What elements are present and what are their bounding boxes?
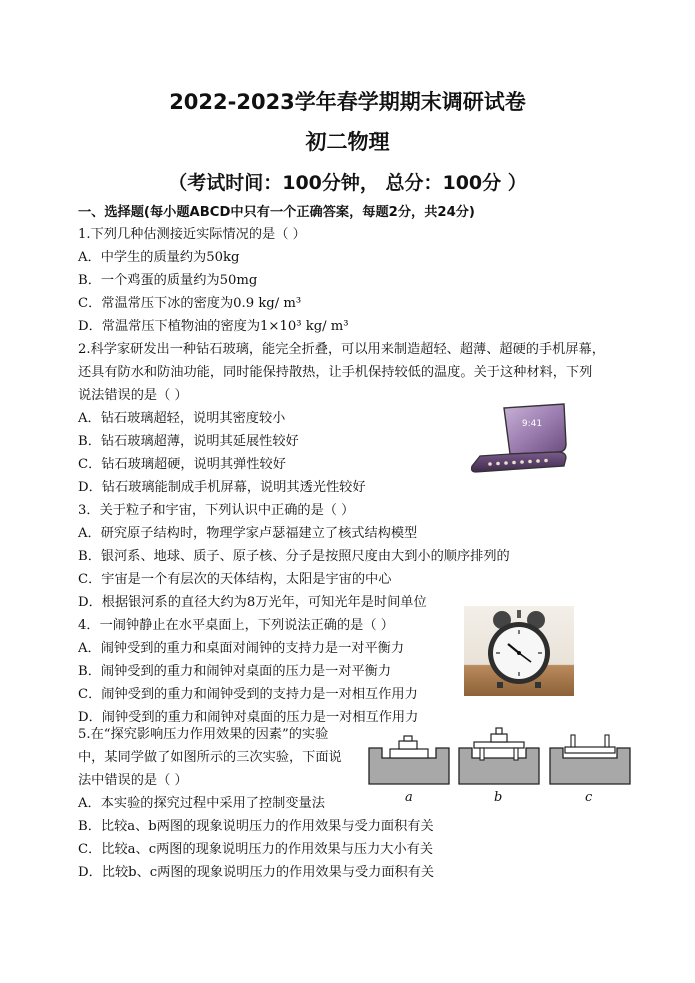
section-heading: 一、选择题(每小题ABCD中只有一个正确答案，每题2分，共24分)	[78, 205, 475, 220]
experiment-figure-a	[368, 724, 450, 786]
q5-option-a: A．本实验的探究过程中采用了控制变量法	[78, 796, 325, 811]
q5-option-b: B．比较a、b两图的现象说明压力的作用效果与受力面积有关	[78, 819, 434, 834]
q4-option-d: D．闹钟受到的重力和闹钟对桌面的压力是一对相互作用力	[78, 710, 419, 725]
q5-stem-line2: 中，某同学做了如图所示的三次实验，下面说	[78, 750, 342, 765]
experiment-figure-c	[549, 724, 631, 786]
subject-title: 初二物理	[305, 130, 390, 154]
alarm-clock-image	[464, 606, 574, 696]
q5-stem-line1: 5.在“探究影响压力作用效果的因素”的实验	[78, 727, 329, 742]
q1-option-b: B．一个鸡蛋的质量约为50mg	[78, 273, 258, 288]
q2-stem-line2: 还具有防水和防油功能，同时能保持散热，让手机保持较低的温度。关于这种材料，下列	[78, 365, 593, 380]
q4-stem: 4．一闹钟静止在水平桌面上，下列说法正确的是（ ）	[78, 618, 394, 633]
exam-info: （考试时间：100分钟， 总分：100分 ）	[168, 172, 527, 194]
q2-option-b: B．钻石玻璃超薄，说明其延展性较好	[78, 434, 299, 449]
q4-option-a: A．闹钟受到的重力和桌面对闹钟的支持力是一对平衡力	[78, 641, 405, 656]
q2-option-a: A．钻石玻璃超轻，说明其密度较小	[78, 411, 286, 426]
q1-option-d: D．常温常压下植物油的密度为1×10³ kg/ m³	[78, 319, 349, 334]
q5-stem-line3: 法中错误的是（ ）	[78, 773, 188, 788]
experiment-figure-b	[458, 724, 540, 786]
q1-option-a: A．中学生的质量约为50kg	[78, 250, 240, 265]
q4-option-b: B．闹钟受到的重力和闹钟对桌面的压力是一对平衡力	[78, 664, 392, 679]
q4-option-c: C．闹钟受到的重力和闹钟受到的支持力是一对相互作用力	[78, 687, 418, 702]
phone-time: 9:41	[521, 419, 543, 429]
q2-stem-line1: 2.科学家研发出一种钻石玻璃，能完全折叠，可以用来制造超轻、超薄、超硬的手机屏幕，	[78, 342, 605, 357]
q3-option-b: B．银河系、地球、质子、原子核、分子是按照尺度由大到小的顺序排列的	[78, 549, 510, 564]
q3-stem: 3．关于粒子和宇宙，下列认识中正确的是（ ）	[78, 503, 355, 518]
q3-option-c: C．宇宙是一个有层次的天体结构，太阳是宇宙的中心	[78, 572, 392, 587]
exam-title: 2022-2023学年春学期期末调研试卷	[169, 90, 526, 114]
q2-option-d: D．钻石玻璃能制成手机屏幕，说明其透光性较好	[78, 480, 366, 495]
q3-option-d: D．根据银河系的直径大约为8万光年，可知光年是时间单位	[78, 595, 427, 610]
q5-option-c: C．比较a、c两图的现象说明压力的作用效果与压力大小有关	[78, 842, 434, 857]
q5-option-d: D．比较b、c两图的现象说明压力的作用效果与受力面积有关	[78, 865, 435, 880]
q1-stem: 1.下列几种估测接近实际情况的是（ ）	[78, 227, 306, 242]
figure-label-b: b	[494, 790, 503, 805]
q1-option-c: C．常温常压下冰的密度为0.9 kg/ m³	[78, 296, 302, 311]
figure-label-c: c	[585, 790, 593, 805]
foldable-phone-image	[466, 402, 572, 474]
q2-option-c: C．钻石玻璃超硬，说明其弹性较好	[78, 457, 286, 472]
q3-option-a: A．研究原子结构时，物理学家卢瑟福建立了核式结构模型	[78, 526, 418, 541]
q2-stem-line3: 说法错误的是（ ）	[78, 388, 188, 403]
figure-label-a: a	[405, 790, 413, 805]
